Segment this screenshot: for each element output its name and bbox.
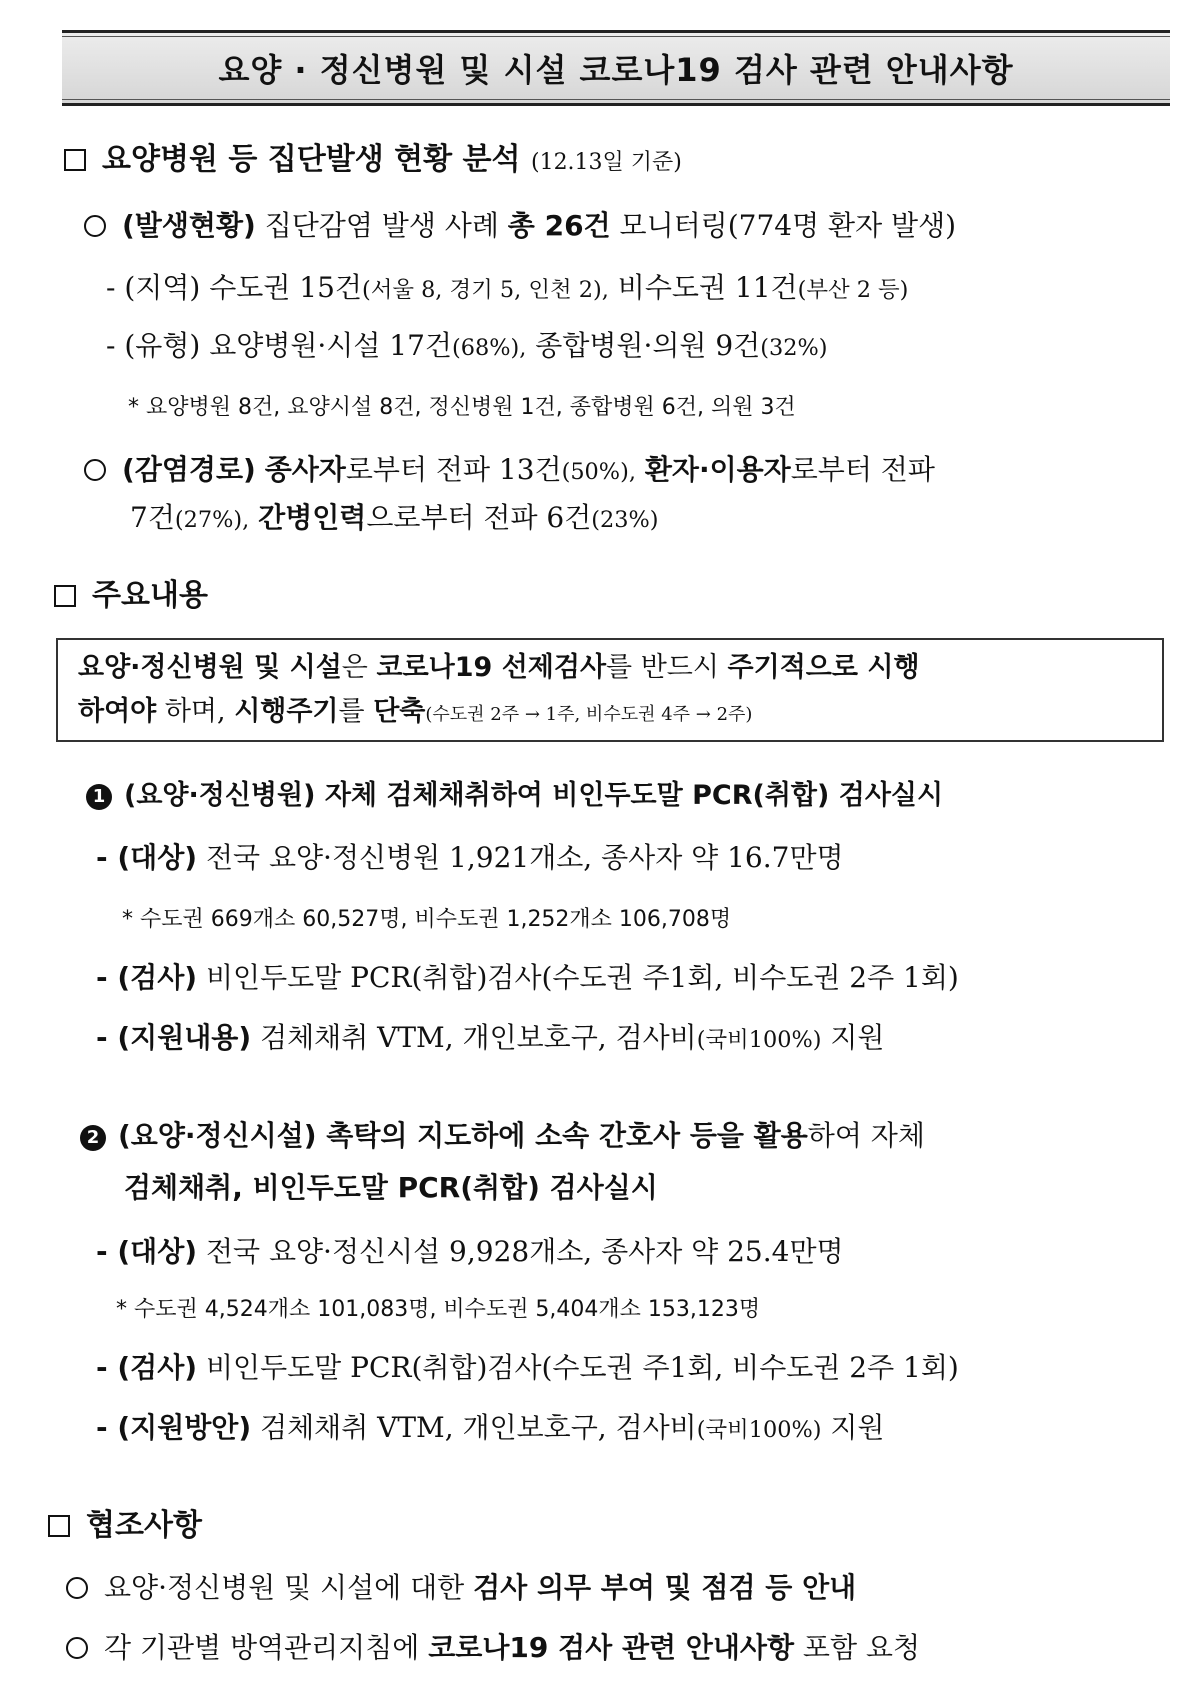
item2-heading-line-2: 검체채취, 비인두도말 PCR(취합) 검사실시	[124, 1171, 658, 1204]
route-line-1: (감염경로) 종사자로부터 전파 13건(50%), 환자·이용자로부터 전파	[84, 450, 935, 492]
item2-test: - (검사) 비인두도말 PCR(취합)검사(수도권 주1회, 비수도권 2주 1회)	[96, 1351, 959, 1384]
item1-target: - (대상) 전국 요양·정신병원 1,921개소, 종사자 약 16.7만명	[96, 841, 844, 874]
type-line: - (유형) 요양병원·시설 17건(68%), 종합병원·의원 9건(32%)	[106, 329, 828, 362]
cooperation-item-2: 각 기관별 방역관리지침에 코로나19 검사 관련 안내사항 포함 요청	[66, 1628, 920, 1668]
circle-bullet-icon	[84, 215, 106, 237]
date-note: (12.13일 기준)	[530, 150, 682, 175]
square-bullet-icon	[64, 149, 86, 171]
circle-bullet-icon	[66, 1637, 88, 1659]
route-line-2: 7건(27%), 간병인력으로부터 전파 6건(23%)	[130, 501, 659, 534]
summary-line-1: 요양·정신병원 및 시설은 코로나19 선제검사를 반드시 주기적으로 시행	[78, 652, 920, 683]
item1-target-note: * 수도권 669개소 60,527명, 비수도권 1,252개소 106,708명	[122, 907, 732, 932]
number-1-icon: 1	[86, 784, 112, 810]
type-note: * 요양병원 8건, 요양시설 8건, 정신병원 1건, 종합병원 6건, 의원 3건	[128, 395, 796, 420]
summary-line-2: 하여야 하며, 시행주기를 단축(수도권 2주 → 1주, 비수도권 4주 → 2주)	[78, 696, 753, 727]
region-line: - (지역) 수도권 15건(서울 8, 경기 5, 인천 2), 비수도권 11건(부산 2 등)	[106, 271, 909, 304]
item1-test: - (검사) 비인두도말 PCR(취합)검사(수도권 주1회, 비수도권 2주 1회)	[96, 961, 959, 994]
occurrence-line: (발생현황) 집단감염 발생 사례 총 26건 모니터링(774명 환자 발생)	[84, 206, 956, 246]
square-bullet-icon	[48, 1515, 70, 1537]
section2-heading: 주요내용	[54, 576, 208, 616]
item2-heading-line-1: 2 (요양·정신시설) 촉탁의 지도하에 소속 간호사 등을 활용하여 자체	[80, 1116, 925, 1156]
title-bar	[62, 30, 1170, 106]
cooperation-item-1: 요양·정신병원 및 시설에 대한 검사 의무 부여 및 점검 등 안내	[66, 1568, 856, 1608]
item2-target: - (대상) 전국 요양·정신시설 9,928개소, 종사자 약 25.4만명	[96, 1235, 844, 1268]
number-2-icon: 2	[80, 1125, 106, 1151]
page-title: 요양 · 정신병원 및 시설 코로나19 검사 관련 안내사항	[218, 51, 1014, 89]
item1-support: - (지원내용) 검체채취 VTM, 개인보호구, 검사비(국비100%) 지원	[96, 1021, 885, 1054]
square-bullet-icon	[54, 585, 76, 607]
circle-bullet-icon	[66, 1577, 88, 1599]
item2-support: - (지원방안) 검체채취 VTM, 개인보호구, 검사비(국비100%) 지원	[96, 1411, 885, 1444]
circle-bullet-icon	[84, 459, 106, 481]
item2-target-note: * 수도권 4,524개소 101,083명, 비수도권 5,404개소 153,123명	[116, 1297, 761, 1322]
section1-heading: 요양병원 등 집단발생 현황 분석 (12.13일 기준)	[64, 140, 682, 183]
summary-box	[56, 638, 1164, 742]
item1-heading: 1 (요양·정신병원) 자체 검체채취하여 비인두도말 PCR(취합) 검사실시	[86, 776, 943, 816]
section3-heading: 협조사항	[48, 1506, 202, 1546]
